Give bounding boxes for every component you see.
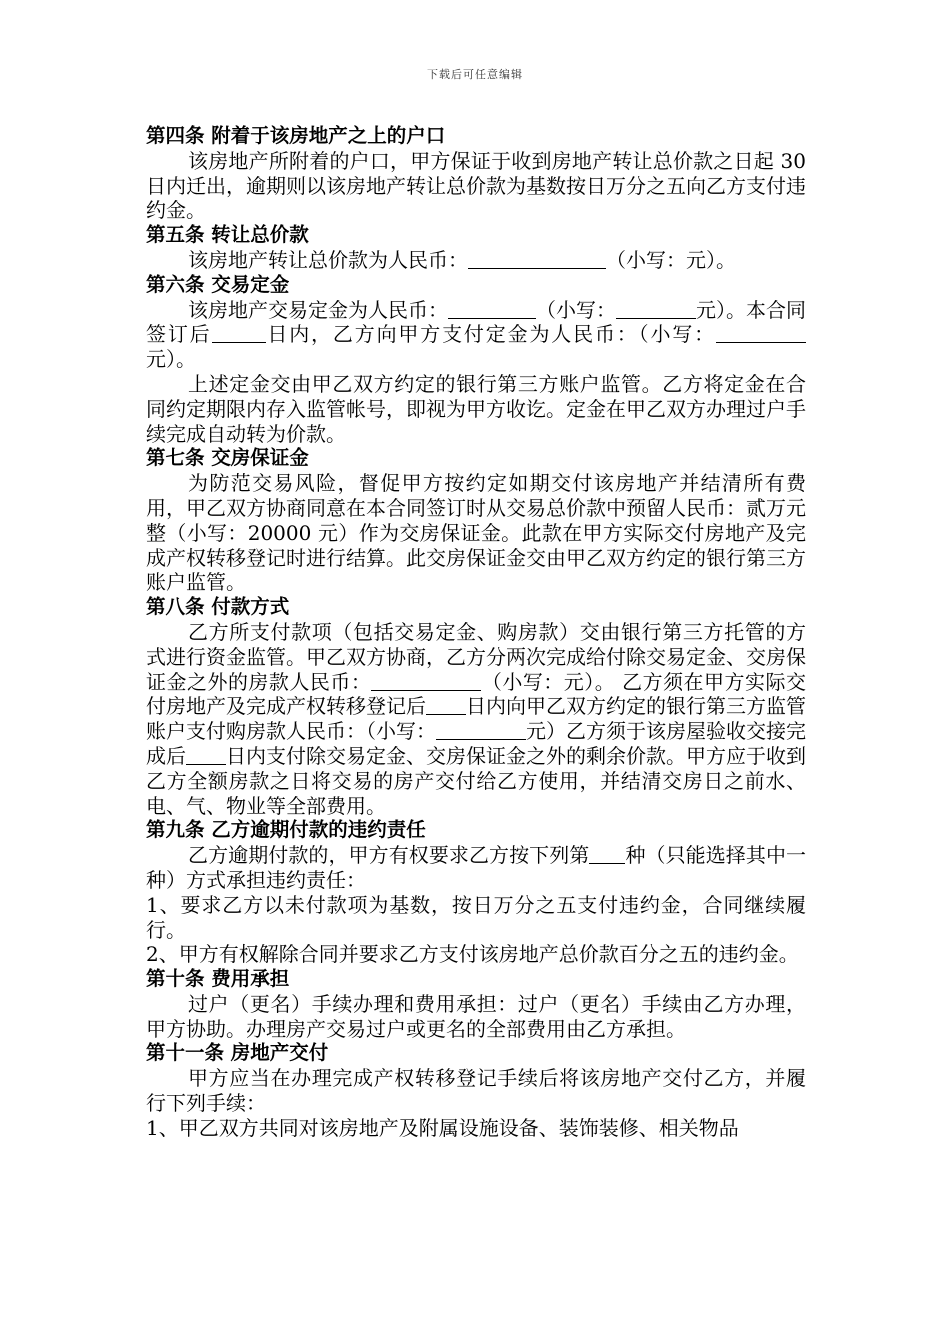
section-10-title: 第十条 费用承担 xyxy=(146,967,290,991)
blank-days xyxy=(212,324,266,343)
section-9-title: 第九条 乙方逾期付款的违约责任 xyxy=(146,818,426,842)
section-5-title: 第五条 转让总价款 xyxy=(146,223,309,247)
text: 种（只能选择其中一种）方式承担违约责任： xyxy=(146,843,807,892)
section-10-paragraph: 过户（更名）手续办理和费用承担：过户（更名）手续由乙方办理，甲方协助。办理房产交易过户或更名的全部费用由乙方承担。 xyxy=(146,991,806,1041)
text: 日内，乙方向甲方支付定金为人民币：（小写： xyxy=(265,322,717,347)
text: （小写：元）。 xyxy=(606,247,736,272)
blank-payment xyxy=(371,672,481,691)
section-9-item-2: 2、甲方有权解除合同并要求乙方支付该房地产总价款百分之五的违约金。 xyxy=(146,942,799,967)
section-7-title: 第七条 交房保证金 xyxy=(146,446,309,470)
text: （小写：元）。 乙方须在甲方实际交付房地产及完成产权转移登记后 xyxy=(146,669,806,719)
section-4-title: 第四条 附着于该房地产之上的户口 xyxy=(146,124,446,147)
section-9-paragraph xyxy=(146,843,806,893)
section-11-title: 第十一条 房地产交付 xyxy=(146,1041,329,1065)
text: 元）。 xyxy=(146,347,196,372)
section-11-item-1: 1、甲乙双方共同对该房地产及附属设施设备、装饰装修、相关物品 xyxy=(146,1115,739,1140)
page-header: 下载后可任意编辑 xyxy=(427,68,523,81)
text: 该房地产交易定金为人民币： xyxy=(188,297,448,322)
text: 乙方所支付款项（包括交易定金、购房款）交由银行第三方托管的方式进行资金监管。甲乙双方协商，乙方分两次完成给付除交易定金、交房保证金之外的房款人民币： xyxy=(146,619,806,694)
section-11-paragraph: 甲方应当在办理完成产权转移登记手续后将该房地产交付乙方，并履行下列手续： xyxy=(146,1066,806,1116)
blank-deposit-small xyxy=(616,300,696,319)
blank-amount xyxy=(716,324,806,343)
text: 日内支付除交易定金、交房保证金之外的剩余价款。甲方应于收到乙方全额房款之日将交易的房产交付给乙方使用，并结清交房日之前水、电、气、物业等全部费用。 xyxy=(146,743,806,818)
section-6-title: 第六条 交易定金 xyxy=(146,272,290,296)
section-6-paragraph xyxy=(146,298,806,372)
blank-days xyxy=(426,696,466,715)
section-5-paragraph xyxy=(146,248,806,273)
text: 乙方逾期付款的，甲方有权要求乙方按下列第 xyxy=(188,843,590,868)
blank-deposit xyxy=(448,300,536,319)
contract-body xyxy=(146,124,806,1141)
text: 该房地产转让总价款为人民币： xyxy=(188,247,468,272)
section-8-paragraph xyxy=(146,620,806,818)
section-4-paragraph: 该房地产所附着的户口，甲方保证于收到房地产转让总价款之日起 30 日内迁出，逾期则以该房地产转让总价款为基数按日万分之五向乙方支付违约金。 xyxy=(146,148,806,223)
section-9-item-1: 1、要求乙方以未付款项为基数，按日万分之五支付违约金，合同继续履行。 xyxy=(146,892,806,942)
blank-amount xyxy=(436,721,526,740)
blank-total-price xyxy=(468,250,606,269)
text: 元）乙方须于该房屋验收交接完成后 xyxy=(146,719,806,768)
section-8-title: 第八条 付款方式 xyxy=(146,595,290,619)
text: 元）。本合同签订后 xyxy=(146,297,806,347)
section-6-paragraph-2: 上述定金交由甲乙双方约定的银行第三方账户监管。乙方将定金在合同约定期限内存入监管帐号，即视为甲方收讫。定金在甲乙双方办理过户手续完成自动转为价款。 xyxy=(146,371,806,446)
blank-days-2 xyxy=(186,746,226,765)
text: （小写： xyxy=(536,297,616,322)
section-7-paragraph: 为防范交易风险，督促甲方按约定如期交付该房地产并结清所有费用，甲乙双方协商同意在本合同签订时从交易总价款中预留人民币：贰万元整（小写：20000 元）作为交房保证金。此款在甲方实际交付房地产及完成产权转移登记时进行结算。此交房保证金交由甲乙双方约定的银行第三方账户监管。 xyxy=(146,471,806,595)
text: 日内向甲乙双方约定的银行第三方监管账户支付购房款人民币：（小写： xyxy=(146,694,806,744)
blank-option xyxy=(589,845,625,864)
